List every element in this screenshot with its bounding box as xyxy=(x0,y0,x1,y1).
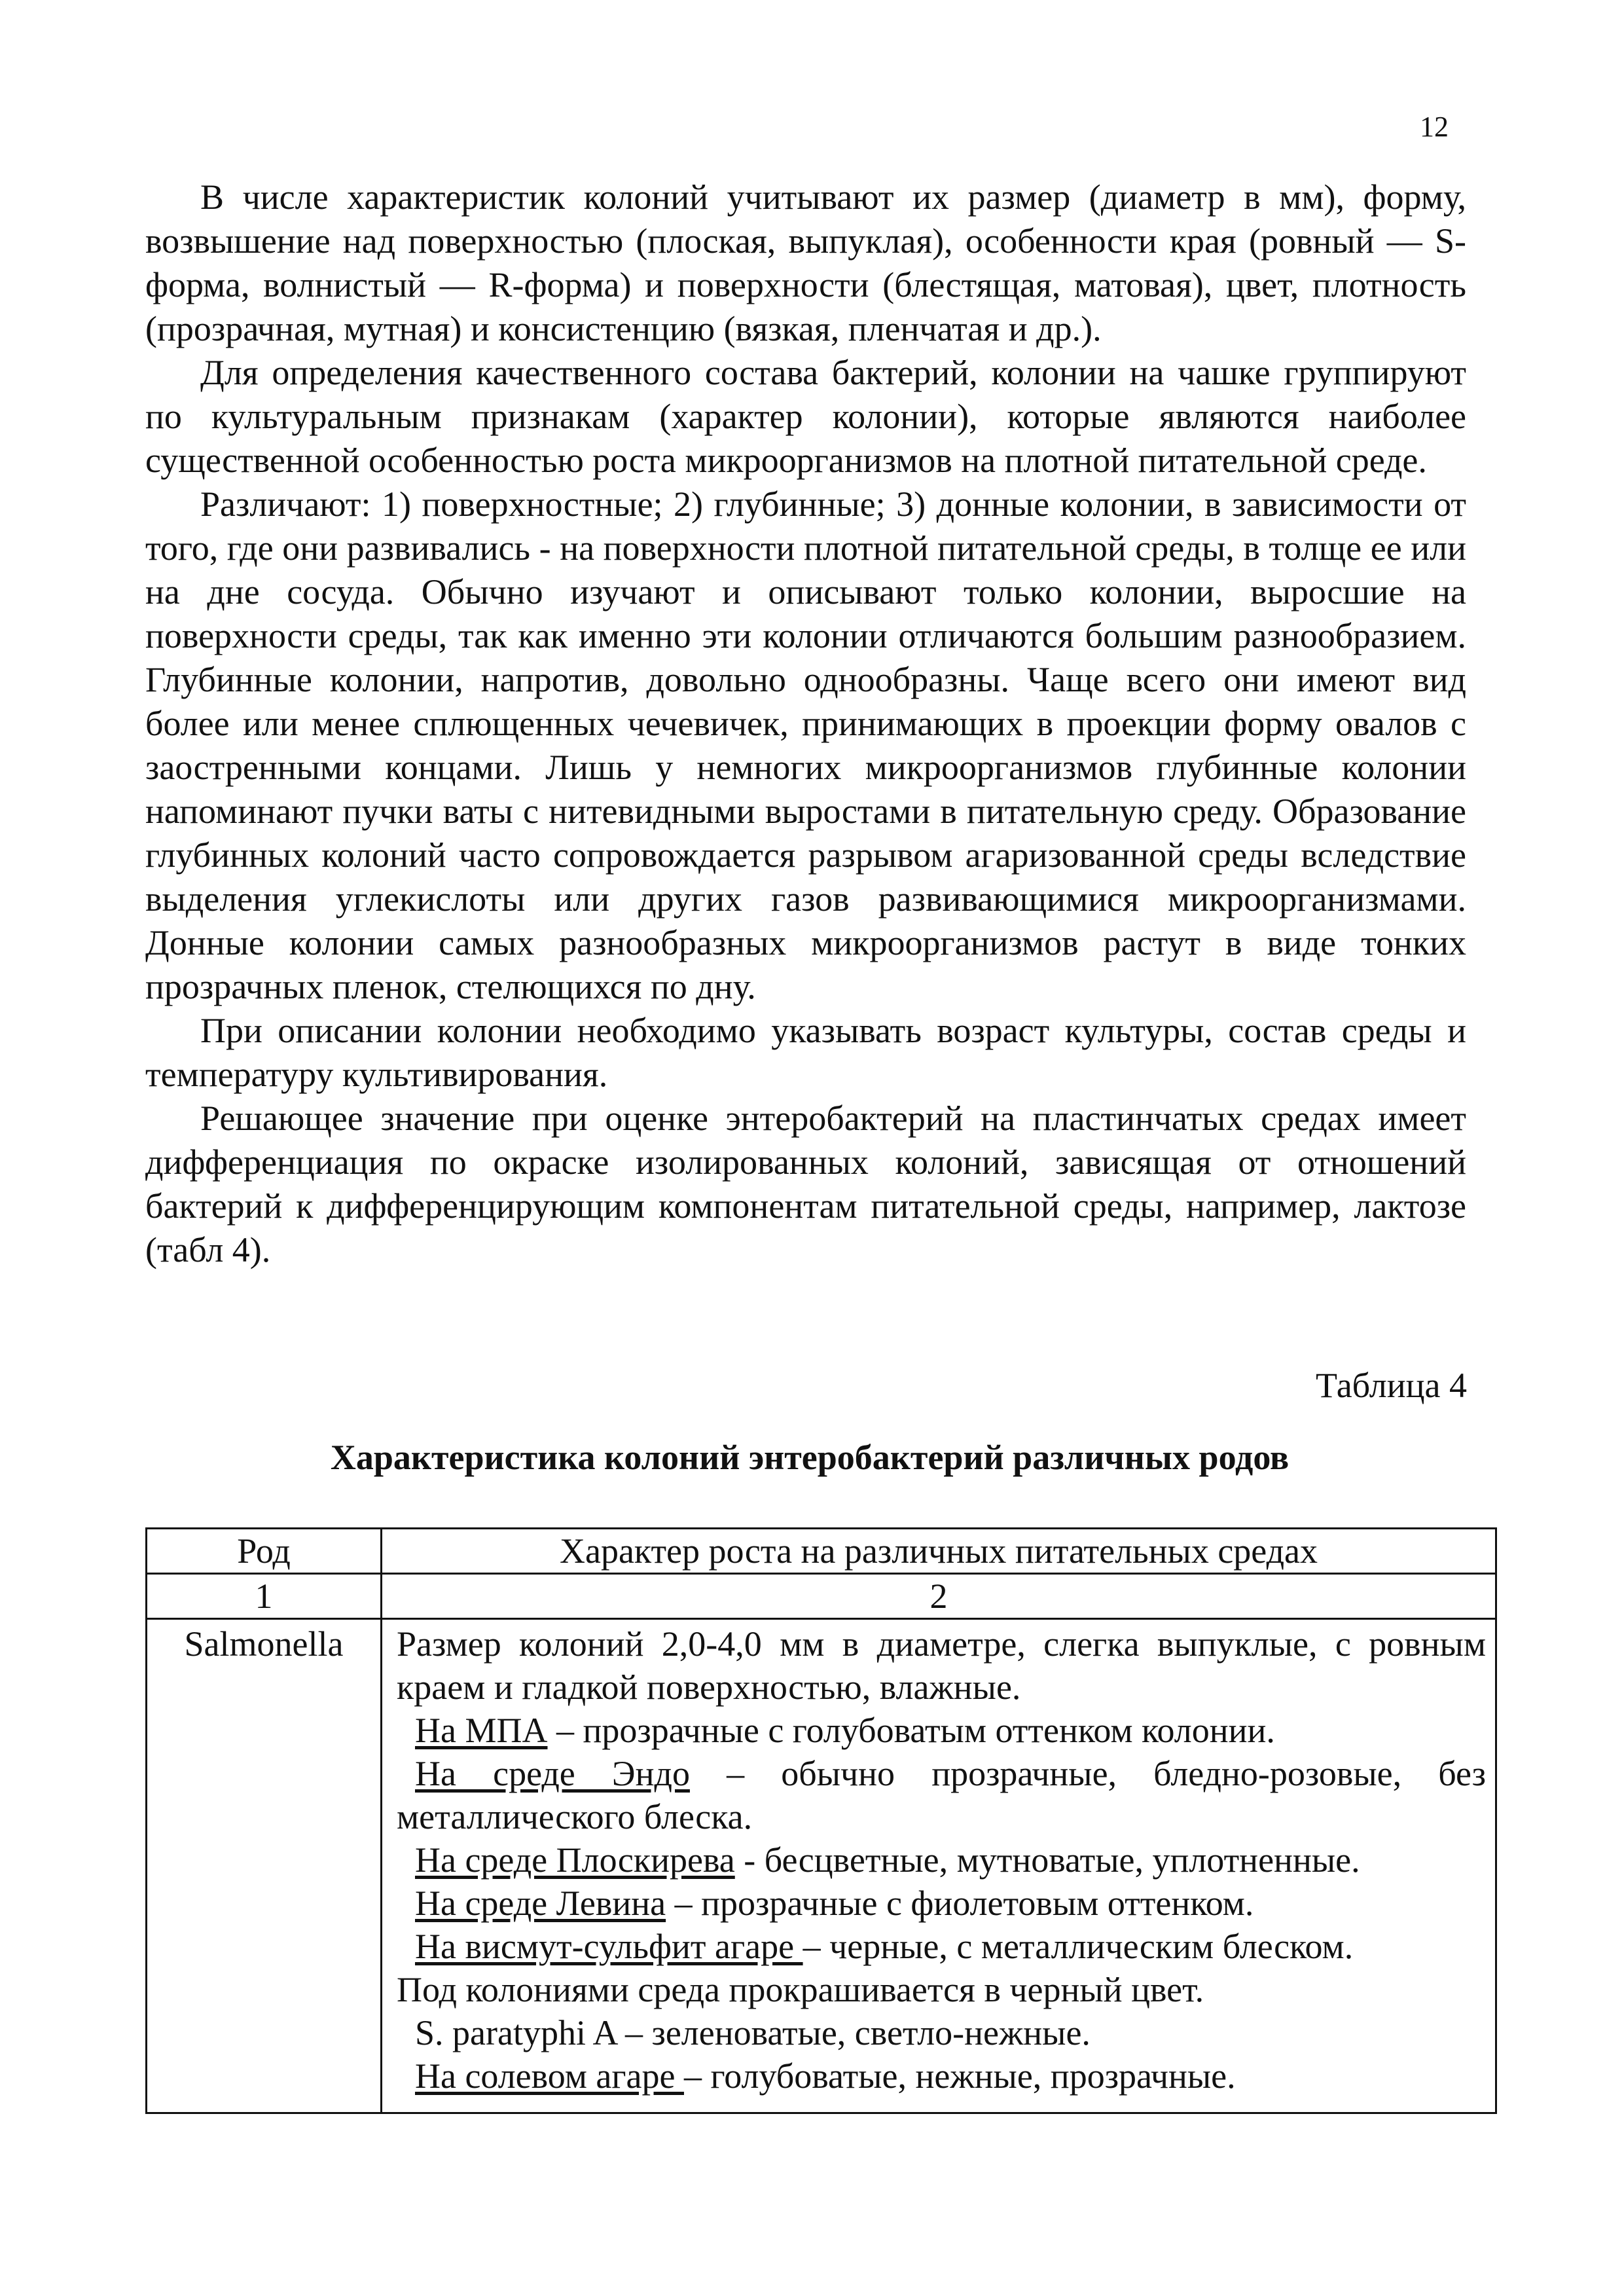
medium-name: На солевом агаре xyxy=(415,2056,684,2096)
medium-name: На висмут-сульфит агаре xyxy=(415,1927,803,1966)
table-header-row xyxy=(147,1529,1496,1574)
medium-description: – прозрачные с фиолетовым оттенком. xyxy=(666,1884,1254,1923)
page-number: 12 xyxy=(1420,111,1449,143)
header-growth: Характер роста на различных питательных средах xyxy=(382,1529,1496,1574)
medium-name: На среде Эндо xyxy=(415,1754,690,1793)
paragraph: При описании колонии необходимо указывать возраст культуры, состав среды и температуру культивирования. xyxy=(145,1011,1466,1094)
medium-name: На МПА xyxy=(415,1711,548,1750)
paragraph: Для определения качественного состава бактерий, колонии на чашке группируют по культуральным признакам (характер колонии), которые являются наиболее существенной особенностью роста микроорганизмов на плотной питательной среде. xyxy=(145,353,1466,480)
header-genus: Род xyxy=(147,1529,382,1574)
colony-size-text: Размер колоний 2,0-4,0 мм в диаметре, слегка выпуклые, с ровным краем и гладкой поверхностью, влажные. xyxy=(397,1624,1486,1707)
medium-name: На среде Левина xyxy=(415,1884,666,1923)
medium-description: – прозрачные с голубоватым оттенком колонии. xyxy=(547,1711,1275,1750)
table-title: Характеристика колоний энтеробактерий различных родов xyxy=(330,1438,1290,1477)
medium-line xyxy=(397,1709,1486,1752)
medium-line xyxy=(397,1838,1486,1882)
medium-line xyxy=(397,1925,1486,1968)
medium-line xyxy=(397,1882,1486,1925)
medium-description: – голубоватые, нежные, прозрачные. xyxy=(683,2056,1236,2096)
table-row xyxy=(147,1619,1496,2113)
medium-line xyxy=(397,2054,1486,2098)
paratyphi-line: S. paratyphi A – зеленоватые, светло-нежные. xyxy=(415,2013,1091,2052)
colony-table xyxy=(145,1527,1497,2114)
paragraph: В числе характеристик колоний учитывают их размер (диаметр в мм), форму, возвышение над поверхностью (плоская, выпуклая), особенности края (ровный — S-форма, волнистый — R-форма) и поверхности (блестящая, матовая), цвет, плотность (прозрачная, мутная) и консистенцию (вязкая, пленчатая и др.). xyxy=(145,177,1466,348)
body-text xyxy=(145,175,1466,1272)
medium-description: - бесцветные, мутноватые, уплотненные. xyxy=(734,1840,1360,1880)
medium-description: – черные, с металлическим блеском. xyxy=(803,1927,1354,1966)
medium-line xyxy=(397,1752,1486,1838)
column-number-row xyxy=(147,1574,1496,1619)
growth-description xyxy=(382,1619,1496,2113)
table-label: Таблица 4 xyxy=(1316,1366,1467,1405)
column-number: 1 xyxy=(147,1574,382,1619)
medium-description: – обычно прозрачные, бледно-розовые, без металлического блеска. xyxy=(397,1754,1487,1836)
paragraph: Различают: 1) поверхностные; 2) глубинные; 3) донные колонии, в зависимости от того, где они развивались - на поверхности плотной питательной среды, в толще ее или на дне сосуда. Обычно изучают и описывают только колонии, выросшие на поверхности среды, так как именно эти колонии отличаются большим разнообразием. Глубинные колонии, напротив, довольно однообразны. Чаще всего они имеют вид более или менее сплющенных чечевичек, принимающих в проекции форму овалов с заостренными концами. Лишь у немногих микроорганизмов глубинные колонии напоминают пучки ваты с нитевидными выростами в питательную среду. Образование глубинных колоний часто сопровождается разрывом агаризованной среды вследствие выделения углекислоты или других газов развивающимися микроорганизмами. Донные колонии самых разнообразных микроорганизмов растут в виде тонких прозрачных пленок, стелющихся по дну. xyxy=(145,484,1466,1006)
genus-cell: Salmonella xyxy=(147,1619,382,2113)
column-number: 2 xyxy=(382,1574,1496,1619)
medium-name: На среде Плоскирева xyxy=(415,1840,735,1880)
note-line: Под колониями среда прокрашивается в черный цвет. xyxy=(397,1970,1204,2009)
paragraph: Решающее значение при оценке энтеробактерий на пластинчатых средах имеет дифференциация по окраске изолированных колоний, зависящая от отношений бактерий к дифференцирующим компонентам питательной среды, например, лактозе (табл 4). xyxy=(145,1099,1466,1269)
